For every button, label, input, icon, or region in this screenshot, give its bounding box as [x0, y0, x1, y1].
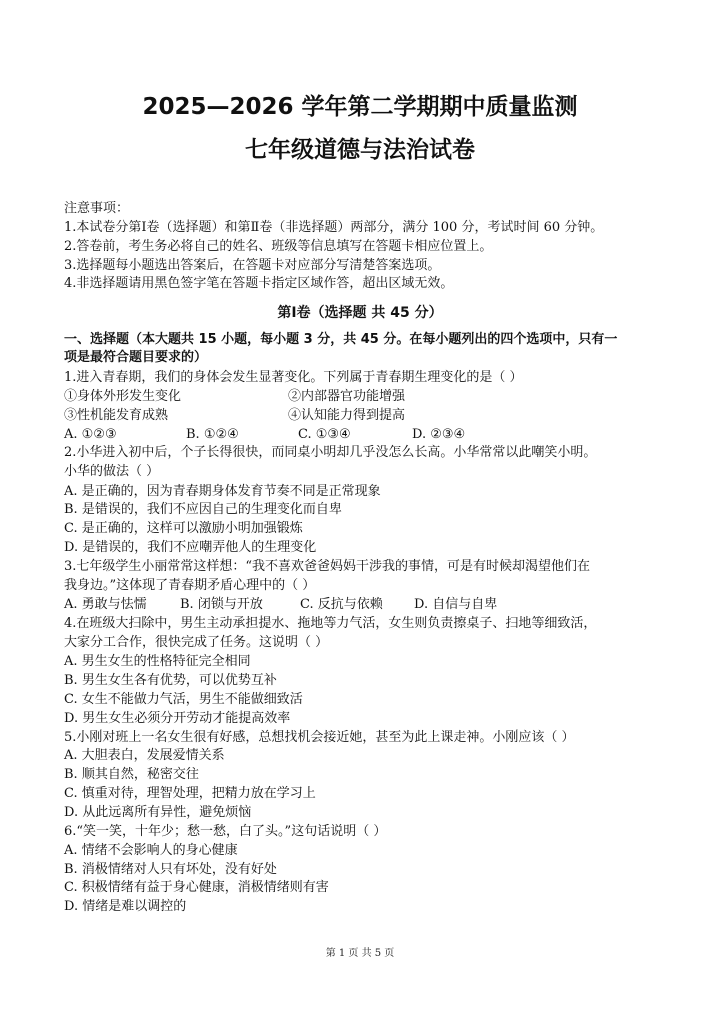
question-3-option-c: C. 反抗与依赖 — [300, 597, 383, 612]
question-4-option-c: C. 女生不能做力气活，男生不能做细致活 — [64, 692, 303, 707]
question-2-option-b: B. 是错误的，我们不应因自己的生理变化而自卑 — [64, 502, 342, 517]
question-6-option-d: D. 情绪是难以调控的 — [64, 899, 187, 914]
notice-heading: 注意事项： — [64, 201, 130, 216]
question-3-stem-line2: 我身边。”这体现了青春期矛盾心理中的（ ） — [64, 578, 316, 593]
question-1-statement-4: ④认知能力得到提高 — [288, 408, 406, 423]
question-1-statement-1: ①身体外形发生变化 — [64, 389, 182, 404]
question-3-option-a: A. 勇敢与怯懦 — [64, 597, 147, 612]
question-3-option-d: D. 自信与自卑 — [414, 597, 498, 612]
notice-item-1: 1.本试卷分第Ⅰ卷（选择题）和第Ⅱ卷（非选择题）两部分，满分 100 分，考试时间 60 分钟。 — [64, 220, 604, 235]
question-5-stem: 5.小刚对班上一名女生很有好感，总想找机会接近她，甚至为此上课走神。小刚应该（ ） — [64, 730, 575, 745]
notice-item-4: 4.非选择题请用黑色签字笔在答题卡指定区域作答，超出区域无效。 — [64, 276, 454, 291]
notice-item-3: 3.选择题每小题选出答案后，在答题卡对应部分写清楚答案选项。 — [64, 258, 441, 273]
question-5-option-c: C. 慎重对待，理智处理，把精力放在学习上 — [64, 786, 316, 801]
question-6-option-b: B. 消极情绪对人只有坏处，没有好处 — [64, 862, 277, 877]
question-2-stem-line1: 2.小华进入初中后，个子长得很快，而同桌小明却几乎没怎么长高。小华常常以此嘲笑小明。 — [64, 445, 597, 460]
question-5-option-a: A. 大胆表白，发展爱情关系 — [64, 748, 225, 763]
question-2-option-c: C. 是正确的，这样可以激励小明加强锻炼 — [64, 521, 303, 536]
question-4-option-d: D. 男生女生必须分开劳动才能提高效率 — [64, 711, 291, 726]
question-6-option-a: A. 情绪不会影响人的身心健康 — [64, 843, 238, 858]
question-2-stem-line2: 小华的做法（ ） — [64, 464, 160, 479]
question-1-option-b: B. ①②④ — [186, 427, 239, 442]
question-5-option-d: D. 从此远离所有异性，避免烦恼 — [64, 805, 252, 820]
question-1-option-c: C. ①③④ — [298, 427, 351, 442]
question-5-option-b: B. 顺其自然，秘密交往 — [64, 767, 199, 782]
page-footer: 第 1 页 共 5 页 — [325, 948, 395, 959]
question-1-stem: 1.进入青春期，我们的身体会发生显著变化。下列属于青春期生理变化的是（ ） — [64, 370, 523, 385]
question-1-statement-3: ③性机能发育成熟 — [64, 408, 169, 423]
section-heading-line1: 一、选择题（本大题共 15 小题，每小题 3 分，共 45 分。在每小题列出的四个选项中，只有一 — [64, 332, 618, 347]
question-4-stem-line2: 大家分工合作，很快完成了任务。这说明（ ） — [64, 635, 329, 650]
question-4-option-b: B. 男生女生各有优势，可以优势互补 — [64, 673, 277, 688]
exam-title-line1: 2025—2026 学年第二学期期中质量监测 — [142, 94, 578, 120]
question-4-option-a: A. 男生女生的性格特征完全相同 — [64, 654, 251, 669]
question-4-stem-line1: 4.在班级大扫除中，男生主动承担提水、拖地等力气活，女生则负责擦桌子、扫地等细致活， — [64, 616, 597, 631]
question-2-option-a: A. 是正确的，因为青春期身体发育节奏不同是正常现象 — [64, 484, 381, 499]
question-1-option-d: D. ②③④ — [412, 427, 466, 442]
notice-item-2: 2.答卷前，考生务必将自己的姓名、班级等信息填写在答题卡相应位置上。 — [64, 239, 493, 254]
question-1-option-a: A. ①②③ — [64, 427, 117, 442]
section-heading-line2: 项是最符合题目要求的） — [64, 350, 208, 365]
exam-title-line2: 七年级道德与法治试卷 — [245, 137, 475, 163]
question-3-stem-line1: 3.七年级学生小丽常常这样想：“我不喜欢爸爸妈妈干涉我的事情，可是有时候却渴望他们在 — [64, 559, 591, 574]
question-1-statement-2: ②内部器官功能增强 — [288, 389, 406, 404]
question-6-option-c: C. 积极情绪有益于身心健康，消极情绪则有害 — [64, 880, 329, 895]
part1-title: 第Ⅰ卷（选择题 共 45 分） — [277, 305, 443, 321]
question-2-option-d: D. 是错误的，我们不应嘲弄他人的生理变化 — [64, 540, 317, 555]
question-3-option-b: B. 闭锁与开放 — [180, 597, 263, 612]
question-6-stem: 6.“笑一笑，十年少；愁一愁，白了头。”这句话说明（ ） — [64, 824, 387, 839]
